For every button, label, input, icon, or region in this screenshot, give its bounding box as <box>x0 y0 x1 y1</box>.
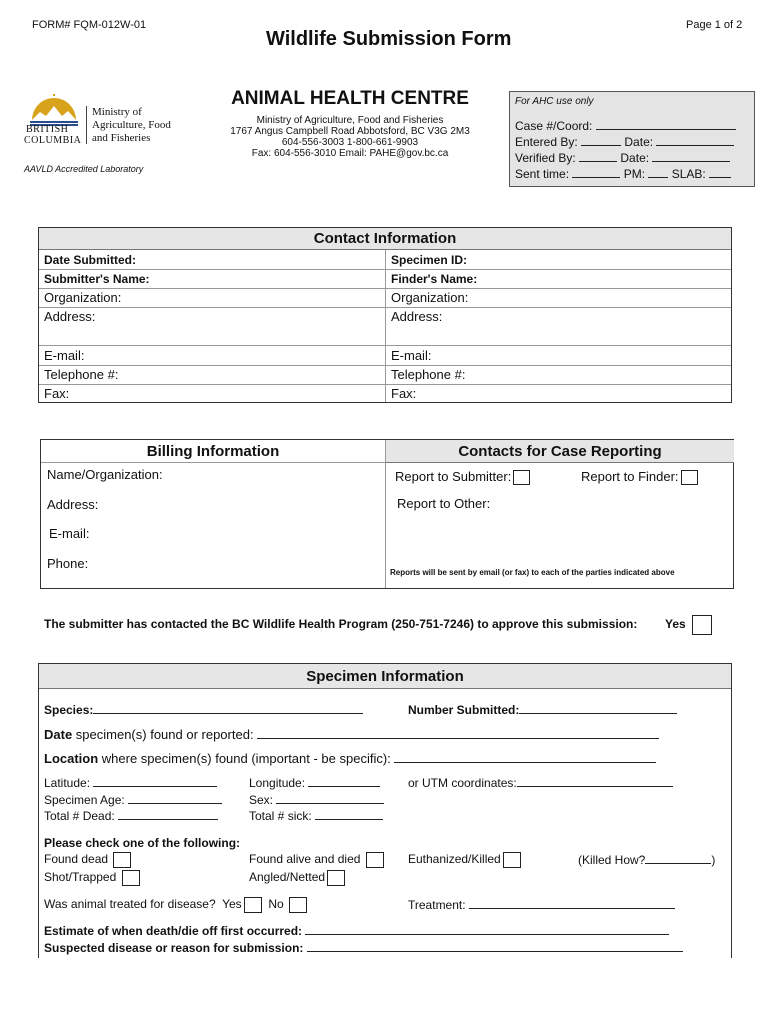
contact-info-table <box>38 227 732 403</box>
report-submitter-label: Report to Submitter: <box>395 469 512 484</box>
treated-row <box>44 897 307 913</box>
number-submitted-label: Number Submitted: <box>408 703 520 717</box>
page-number: Page 1 of 2 <box>686 19 743 31</box>
form-title: Wildlife Submission Form <box>266 28 512 50</box>
ahc-entered-label: Entered By: <box>515 135 578 149</box>
euthanized-checkbox[interactable] <box>503 852 521 868</box>
reporting-title: Contacts for Case Reporting <box>386 440 734 463</box>
ahc-entered-row <box>515 134 734 149</box>
killed-how-end: ) <box>711 853 716 867</box>
form-number: FORM# FQM-012W-01 <box>32 19 147 31</box>
ahc-sent-row <box>515 166 731 181</box>
date-found-row <box>44 727 659 742</box>
sex-field[interactable] <box>276 792 384 804</box>
angled-label: Angled/Netted <box>249 870 326 885</box>
angled-row <box>249 870 345 886</box>
total-dead-field[interactable] <box>118 808 218 820</box>
billing-title: Billing Information <box>41 440 385 463</box>
submitter-telephone-label: Telephone #: <box>44 367 119 382</box>
found-dead-checkbox[interactable] <box>113 852 131 868</box>
found-dead-label: Found dead <box>44 852 109 867</box>
shot-row <box>44 870 140 886</box>
longitude-label: Longitude: <box>249 776 306 790</box>
suspected-row <box>44 940 683 955</box>
report-finder-row <box>581 469 698 485</box>
report-other-label: Report to Other: <box>397 496 491 511</box>
euthanized-label: Euthanized/Killed <box>408 852 501 867</box>
total-sick-row <box>249 808 383 823</box>
reporting-note: Reports will be sent by email (or fax) to each of the parties indicated above <box>390 568 675 577</box>
estimate-label: Estimate of when death/die off first occurred: <box>44 924 303 938</box>
total-sick-label: Total # sick: <box>249 809 312 823</box>
centre-line3: 604-556-3003 1-800-661-9903 <box>281 137 419 148</box>
location-label: where specimen(s) found (important - be specific): <box>98 751 391 766</box>
ahc-date2-label: Date: <box>620 151 650 165</box>
submitter-fax-label: Fax: <box>44 386 70 401</box>
longitude-field[interactable] <box>308 775 380 787</box>
bc-logo-text-line2: COLUMBIA <box>24 135 82 146</box>
treated-no-label: No <box>268 897 284 912</box>
estimate-row <box>44 923 669 938</box>
found-alive-label: Found alive and died <box>249 852 361 867</box>
date-submitted-label: Date Submitted: <box>44 253 137 267</box>
accredited-label: AAVLD Accredited Laboratory <box>24 164 144 174</box>
killed-how-field[interactable] <box>645 852 711 864</box>
utm-field[interactable] <box>517 775 673 787</box>
ahc-slab-label: SLAB: <box>671 167 706 181</box>
specimen-info-title: Specimen Information <box>39 664 731 689</box>
treated-label: Was animal treated for disease? <box>44 897 216 912</box>
billing-name-org-label: Name/Organization: <box>47 467 163 482</box>
shot-checkbox[interactable] <box>122 870 140 886</box>
treated-yes-checkbox[interactable] <box>244 897 262 913</box>
ministry-name: Ministry of Agriculture, Food and Fisheries <box>92 106 171 144</box>
billing-address-label: Address: <box>47 497 99 512</box>
euthanized-row <box>408 852 521 868</box>
sex-row <box>249 792 384 807</box>
found-dead-row <box>44 852 131 868</box>
bc-logo <box>24 94 174 154</box>
ahc-sent-label: Sent time: <box>515 167 570 181</box>
suspected-field[interactable] <box>307 940 683 952</box>
report-finder-checkbox[interactable] <box>681 470 698 485</box>
number-submitted-row <box>408 702 677 717</box>
ahc-verified-row <box>515 150 730 165</box>
submitter-email-label: E-mail: <box>44 348 85 363</box>
location-row <box>44 751 656 766</box>
location-field[interactable] <box>394 751 656 763</box>
billing-email-label: E-mail: <box>49 526 90 541</box>
billing-phone-label: Phone: <box>47 556 89 571</box>
killed-how-row <box>578 852 715 867</box>
date-found-field[interactable] <box>257 727 659 739</box>
ahc-pm-label: PM: <box>623 167 646 181</box>
treated-yes-label: Yes <box>222 897 242 912</box>
species-label: Species: <box>44 703 94 717</box>
age-label: Specimen Age: <box>44 793 125 807</box>
centre-line4: Fax: 604-556-3010 Email: PAHE@gov.bc.ca <box>251 148 449 159</box>
species-row <box>44 702 363 717</box>
ahc-verified-label: Verified By: <box>515 151 576 165</box>
shot-label: Shot/Trapped <box>44 870 117 885</box>
finder-email-label: E-mail: <box>391 348 432 363</box>
submitter-name-label: Submitter's Name: <box>44 272 150 286</box>
finder-org-label: Organization: <box>391 290 469 305</box>
finder-telephone-label: Telephone #: <box>391 367 466 382</box>
bc-logo-text-line1: BRITISH <box>26 124 69 135</box>
submitter-address-label: Address: <box>44 309 96 324</box>
ahc-box-title: For AHC use only <box>515 96 594 107</box>
latitude-label: Latitude: <box>44 776 91 790</box>
suspected-label: Suspected disease or reason for submission: <box>44 941 304 955</box>
check-one-label: Please check one of the following: <box>44 836 241 850</box>
longitude-row <box>249 775 380 790</box>
age-row <box>44 792 222 807</box>
treatment-row <box>408 897 675 912</box>
treated-no-checkbox[interactable] <box>289 897 307 913</box>
latitude-field[interactable] <box>93 775 217 787</box>
report-submitter-row <box>395 469 530 485</box>
approval-yes-checkbox[interactable] <box>692 615 712 635</box>
approval-yes-label: Yes <box>665 617 686 631</box>
total-dead-label: Total # Dead: <box>44 809 115 823</box>
finder-name-label: Finder's Name: <box>391 272 478 286</box>
treatment-label: Treatment: <box>408 898 466 912</box>
found-alive-checkbox[interactable] <box>366 852 384 868</box>
angled-checkbox[interactable] <box>327 870 345 886</box>
centre-line2: 1767 Angus Campbell Road Abbotsford, BC V3G 2M3 <box>230 126 470 137</box>
centre-block <box>190 88 510 159</box>
utm-label: or UTM coordinates: <box>408 776 517 790</box>
species-field[interactable] <box>93 702 363 714</box>
sun-logo-icon <box>26 94 82 128</box>
number-submitted-field[interactable] <box>519 702 677 714</box>
report-finder-label: Report to Finder: <box>581 469 679 484</box>
treatment-field[interactable] <box>469 897 675 909</box>
approval-text: The submitter has contacted the BC Wildlife Health Program (250-751-7246) to approve this submission: <box>44 617 638 631</box>
found-alive-row <box>249 852 384 868</box>
total-dead-row <box>44 808 218 823</box>
ahc-use-box <box>509 91 755 187</box>
finder-fax-label: Fax: <box>391 386 417 401</box>
billing-reporting-table <box>40 439 734 589</box>
ahc-case-label: Case #/Coord: <box>515 119 593 133</box>
total-sick-field[interactable] <box>315 808 383 820</box>
contact-info-title: Contact Information <box>39 228 731 250</box>
finder-address-label: Address: <box>391 309 443 324</box>
centre-name: ANIMAL HEALTH CENTRE <box>231 88 469 109</box>
ahc-date1-label: Date: <box>624 135 654 149</box>
sex-label: Sex: <box>249 793 274 807</box>
submitter-org-label: Organization: <box>44 290 122 305</box>
specimen-id-label: Specimen ID: <box>391 253 468 267</box>
ahc-case-row <box>515 118 736 133</box>
date-found-bold: Date <box>44 727 73 742</box>
location-bold: Location <box>44 751 99 766</box>
killed-how-label: (Killed How? <box>578 853 646 867</box>
estimate-field[interactable] <box>305 923 669 935</box>
centre-line1: Ministry of Agriculture, Food and Fisheries <box>256 115 444 126</box>
date-found-label: specimen(s) found or reported: <box>72 727 254 742</box>
age-field[interactable] <box>128 792 222 804</box>
utm-row <box>408 775 673 790</box>
report-submitter-checkbox[interactable] <box>513 470 530 485</box>
latitude-row <box>44 775 217 790</box>
